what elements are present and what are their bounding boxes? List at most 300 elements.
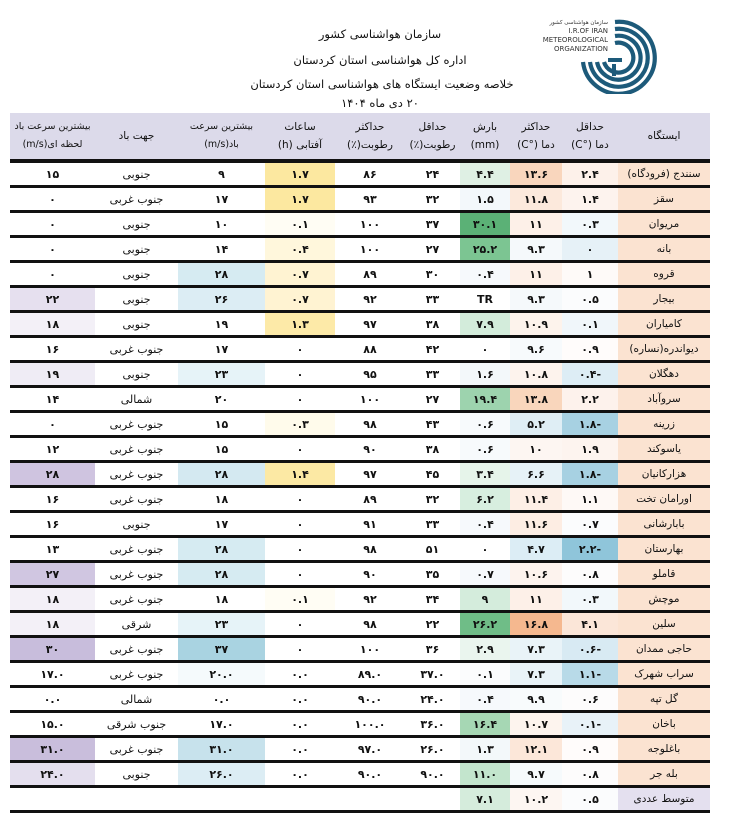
cell-sun: ۰.۱ xyxy=(265,212,335,237)
cell-gust: ۰ xyxy=(10,187,95,212)
column-header-line1: جهت باد xyxy=(118,130,155,142)
cell-station: بله جر xyxy=(618,762,710,787)
table-row xyxy=(10,487,710,512)
cell-hmin: ۳۶.۰ xyxy=(405,712,460,737)
cell-gust: ۱۹ xyxy=(10,362,95,387)
cell-gust: ۳۰ xyxy=(10,637,95,662)
column-header-wind xyxy=(178,113,265,161)
cell-precip: ۳.۴ xyxy=(460,462,510,487)
cell-hmin: ۳۲ xyxy=(405,487,460,512)
cell-wind: ۱۷ xyxy=(178,187,265,212)
cell-sun: ۰ xyxy=(265,537,335,562)
column-header-line2: لحظه ای(m/s) xyxy=(22,139,83,150)
column-header-hmin xyxy=(405,113,460,161)
cell-tmin: ۰.۸ xyxy=(562,762,618,787)
cell-hmax: ۹۸ xyxy=(335,612,405,637)
cell-wind: ۲۰ xyxy=(178,387,265,412)
cell-sun: ۱.۷ xyxy=(265,161,335,187)
cell-sun: ۰.۰ xyxy=(265,687,335,712)
cell-station: سلین xyxy=(618,612,710,637)
cell-gust: ۳۱.۰ xyxy=(10,737,95,762)
column-header-line2: باد(m/s) xyxy=(204,139,239,150)
cell-station: مریوان xyxy=(618,212,710,237)
cell-dir: جنوب غربی xyxy=(95,412,178,437)
cell-wind: ۱۸ xyxy=(178,587,265,612)
cell-tmin: ۰.۵ xyxy=(562,287,618,312)
cell-station: گل تپه xyxy=(618,687,710,712)
cell-dir: جنوبی xyxy=(95,312,178,337)
cell-sun: ۰.۱ xyxy=(265,587,335,612)
column-header-line1: حداقل xyxy=(418,121,447,133)
cell-hmin: ۴۳ xyxy=(405,412,460,437)
cell-precip: ۶.۲ xyxy=(460,487,510,512)
cell-station: باغلوجه xyxy=(618,737,710,762)
cell-gust: ۱۶ xyxy=(10,487,95,512)
cell-hmax: ۸۹ xyxy=(335,262,405,287)
cell-tmin: -۱.۱ xyxy=(562,662,618,687)
cell-tmax: ۱۰ xyxy=(510,437,562,462)
cell-tmax: ۱۶.۸ xyxy=(510,612,562,637)
cell-hmax: ۱۰۰ xyxy=(335,237,405,262)
cell-tmax: ۹.۳ xyxy=(510,237,562,262)
cell-dir: جنوب غربی xyxy=(95,587,178,612)
cell-wind: ۱۰ xyxy=(178,212,265,237)
cell-dir: جنوب غربی xyxy=(95,562,178,587)
cell-station: یاسوکند xyxy=(618,437,710,462)
cell-tmax: ۱۳.۶ xyxy=(510,161,562,187)
cell-precip: ۰.۶ xyxy=(460,437,510,462)
cell-sun: ۰ xyxy=(265,437,335,462)
column-header-line2: دما (°C) xyxy=(517,139,555,151)
cell-precip: ۰.۴ xyxy=(460,687,510,712)
cell-tmax: ۱۱ xyxy=(510,212,562,237)
cell-station: اورامان تخت xyxy=(618,487,710,512)
table-row xyxy=(10,662,710,687)
cell-gust: ۱۸ xyxy=(10,312,95,337)
cell-wind: ۱۵ xyxy=(178,437,265,462)
cell-tmin: ۰.۵ xyxy=(562,787,618,812)
cell-gust: ۱۲ xyxy=(10,437,95,462)
cell-station: موچش xyxy=(618,587,710,612)
cell-dir: جنوب غربی xyxy=(95,187,178,212)
cell-precip: ۴.۴ xyxy=(460,161,510,187)
cell-sun: ۰ xyxy=(265,512,335,537)
cell-hmin: ۹۰.۰ xyxy=(405,762,460,787)
cell-gust: ۱۳ xyxy=(10,537,95,562)
cell-tmax: ۹.۶ xyxy=(510,337,562,362)
cell-hmin: ۲۴.۰ xyxy=(405,687,460,712)
cell-hmin: ۲۷ xyxy=(405,237,460,262)
cell-tmax: ۱۰.۲ xyxy=(510,787,562,812)
cell-tmin: ۲.۲ xyxy=(562,387,618,412)
cell-hmax: ۹۵ xyxy=(335,362,405,387)
cell-hmax: ۸۸ xyxy=(335,337,405,362)
cell-tmin: ۲.۴ xyxy=(562,161,618,187)
cell-wind: ۲۶.۰ xyxy=(178,762,265,787)
cell-tmax: ۱۳.۸ xyxy=(510,387,562,412)
cell-dir: جنوبی xyxy=(95,161,178,187)
cell-sun: ۰ xyxy=(265,612,335,637)
cell-sun: ۱.۷ xyxy=(265,187,335,212)
cell-tmin: -۱.۸ xyxy=(562,462,618,487)
cell-precip: ۰.۶ xyxy=(460,412,510,437)
cell-hmin: ۲۷ xyxy=(405,387,460,412)
column-header-line2: دما (°C) xyxy=(571,139,609,151)
cell-hmax: ۹۱ xyxy=(335,512,405,537)
cell-station: قاملو xyxy=(618,562,710,587)
cell-precip: ۱۶.۴ xyxy=(460,712,510,737)
cell-tmax: ۱۱.۴ xyxy=(510,487,562,512)
cell-gust: ۰ xyxy=(10,237,95,262)
logo-text-1: I.R.OF IRAN xyxy=(568,27,608,35)
cell-dir: جنوبی xyxy=(95,287,178,312)
cell-gust: ۰ xyxy=(10,262,95,287)
column-header-line2: (mm) xyxy=(470,139,500,151)
cell-tmin: -۱.۸ xyxy=(562,412,618,437)
cell-station: سروآباد xyxy=(618,387,710,412)
column-header-line1: ایستگاه xyxy=(647,130,681,142)
column-header-sun xyxy=(265,113,335,161)
cell-tmax: ۶.۶ xyxy=(510,462,562,487)
cell-gust: ۲۲ xyxy=(10,287,95,312)
cell-hmax: ۹۷ xyxy=(335,462,405,487)
cell-tmin: ۰.۱ xyxy=(562,312,618,337)
cell-tmin: ۰.۶ xyxy=(562,687,618,712)
cell-sun: ۰ xyxy=(265,562,335,587)
cell-hmax: ۹۰ xyxy=(335,562,405,587)
cell-dir: جنوب غربی xyxy=(95,462,178,487)
cell-hmin xyxy=(405,787,460,812)
cell-gust: ۱۵ xyxy=(10,161,95,187)
column-header-line1: ساعات xyxy=(284,121,316,133)
cell-hmin: ۳۸ xyxy=(405,312,460,337)
cell-sun: ۰.۰ xyxy=(265,712,335,737)
column-header-line2: رطوبت(٪) xyxy=(409,139,456,151)
logo-text-2: METEOROLOGICAL xyxy=(542,36,608,44)
cell-dir: شرقی xyxy=(95,612,178,637)
cell-station: بانه xyxy=(618,237,710,262)
table-row xyxy=(10,562,710,587)
cell-station: دیواندره(نساره) xyxy=(618,337,710,362)
cell-hmax: ۹۷.۰ xyxy=(335,737,405,762)
logo-text-fa: سازمان هواشناسی کشور xyxy=(549,20,608,26)
cell-tmax: ۱۰.۹ xyxy=(510,312,562,337)
cell-gust: ۱۸ xyxy=(10,612,95,637)
cell-precip: ۱۹.۴ xyxy=(460,387,510,412)
cell-station: زرینه xyxy=(618,412,710,437)
cell-wind: ۱۷ xyxy=(178,512,265,537)
office-name: اداره کل هواشناسی استان کردستان xyxy=(293,53,467,67)
cell-hmax: ۹۸ xyxy=(335,412,405,437)
cell-gust: ۰.۰ xyxy=(10,687,95,712)
cell-hmin: ۳۳ xyxy=(405,512,460,537)
cell-hmax: ۱۰۰.۰ xyxy=(335,712,405,737)
cell-hmax: ۸۹ xyxy=(335,487,405,512)
cell-tmin: ۱ xyxy=(562,262,618,287)
cell-gust: ۲۴.۰ xyxy=(10,762,95,787)
cell-hmax: ۹۳ xyxy=(335,187,405,212)
cell-station: دهگلان xyxy=(618,362,710,387)
table-row xyxy=(10,587,710,612)
cell-sun: ۰.۰ xyxy=(265,737,335,762)
cell-hmax: ۹۷ xyxy=(335,312,405,337)
cell-sun: ۱.۴ xyxy=(265,462,335,487)
cell-dir: جنوب غربی xyxy=(95,337,178,362)
cell-hmin: ۲۲ xyxy=(405,612,460,637)
cell-wind: ۲۳ xyxy=(178,362,265,387)
table-row xyxy=(10,762,710,787)
cell-station: کامیاران xyxy=(618,312,710,337)
cell-precip: ۳۰.۱ xyxy=(460,212,510,237)
cell-station: بابارشانی xyxy=(618,512,710,537)
cell-tmin: -۰.۶ xyxy=(562,637,618,662)
cell-wind: ۱۹ xyxy=(178,312,265,337)
cell-hmax: ۹۰ xyxy=(335,437,405,462)
table-row xyxy=(10,412,710,437)
cell-tmax: ۱۱ xyxy=(510,587,562,612)
table-row xyxy=(10,187,710,212)
cell-dir: جنوب شرقی xyxy=(95,712,178,737)
cell-hmin: ۳۳ xyxy=(405,287,460,312)
cell-hmax: ۹۸ xyxy=(335,537,405,562)
cell-tmax: ۷.۳ xyxy=(510,637,562,662)
cell-sun: ۱.۳ xyxy=(265,312,335,337)
column-header-line1: بیشترین سرعت باد xyxy=(14,121,91,132)
cell-precip: ۱.۵ xyxy=(460,187,510,212)
column-header-dir xyxy=(95,113,178,161)
cell-precip: ۱۱.۰ xyxy=(460,762,510,787)
cell-hmin: ۳۸ xyxy=(405,437,460,462)
cell-precip: ۰.۷ xyxy=(460,562,510,587)
table-row xyxy=(10,262,710,287)
cell-dir: شمالی xyxy=(95,687,178,712)
cell-sun: ۰ xyxy=(265,387,335,412)
cell-hmin: ۳۴ xyxy=(405,587,460,612)
table-row xyxy=(10,287,710,312)
column-header-line2: آفتابی (h) xyxy=(277,139,323,151)
cell-wind: ۱۵ xyxy=(178,412,265,437)
table-row xyxy=(10,612,710,637)
report-date: ۲۰ دی ماه ۱۴۰۴ xyxy=(341,96,419,110)
cell-tmin: -۰.۴ xyxy=(562,362,618,387)
cell-station: سقز xyxy=(618,187,710,212)
cell-sun: ۰ xyxy=(265,487,335,512)
cell-wind: ۳۷ xyxy=(178,637,265,662)
cell-dir: شمالی xyxy=(95,387,178,412)
cell-tmax: ۱۱.۶ xyxy=(510,512,562,537)
cell-dir: جنوبی xyxy=(95,512,178,537)
cell-hmax: ۹۰.۰ xyxy=(335,762,405,787)
cell-hmax: ۱۰۰ xyxy=(335,212,405,237)
cell-wind: ۳۱.۰ xyxy=(178,737,265,762)
cell-dir: جنوبی xyxy=(95,237,178,262)
cell-wind: ۲۳ xyxy=(178,612,265,637)
column-header-hmax xyxy=(335,113,405,161)
cell-hmin: ۲۶.۰ xyxy=(405,737,460,762)
cell-precip: ۹ xyxy=(460,587,510,612)
cell-gust xyxy=(10,787,95,812)
cell-hmax: ۱۰۰ xyxy=(335,387,405,412)
cell-wind: ۲۰.۰ xyxy=(178,662,265,687)
average-row xyxy=(10,787,710,812)
column-header-tmax xyxy=(510,113,562,161)
cell-tmin: ۰.۳ xyxy=(562,212,618,237)
table-row xyxy=(10,312,710,337)
table-row xyxy=(10,362,710,387)
cell-precip: ۲.۹ xyxy=(460,637,510,662)
table-header-row xyxy=(10,113,710,161)
stations-table xyxy=(10,113,710,813)
cell-precip: ۷.۹ xyxy=(460,312,510,337)
cell-hmin: ۳۳ xyxy=(405,362,460,387)
cell-wind: ۲۸ xyxy=(178,537,265,562)
table-row xyxy=(10,161,710,187)
cell-sun xyxy=(265,787,335,812)
cell-gust: ۰ xyxy=(10,212,95,237)
cell-precip: ۲۵.۲ xyxy=(460,237,510,262)
table-row xyxy=(10,737,710,762)
cell-wind: ۲۸ xyxy=(178,562,265,587)
cell-sun: ۰.۴ xyxy=(265,237,335,262)
cell-hmin: ۲۴ xyxy=(405,161,460,187)
cell-station: باخان xyxy=(618,712,710,737)
column-header-tmin xyxy=(562,113,618,161)
table-row xyxy=(10,462,710,487)
cell-dir: جنوب غربی xyxy=(95,662,178,687)
table-row xyxy=(10,437,710,462)
column-header-line2: رطوبت(٪) xyxy=(347,139,393,151)
table-row xyxy=(10,537,710,562)
cell-tmin: -۰.۱ xyxy=(562,712,618,737)
cell-wind: ۲۶ xyxy=(178,287,265,312)
cell-wind: ۰.۰ xyxy=(178,687,265,712)
table-row xyxy=(10,687,710,712)
cell-gust: ۱۷.۰ xyxy=(10,662,95,687)
cell-hmin: ۳۵ xyxy=(405,562,460,587)
cell-gust: ۲۷ xyxy=(10,562,95,587)
cell-tmax: ۹.۹ xyxy=(510,687,562,712)
cell-tmax: ۱۰.۷ xyxy=(510,712,562,737)
cell-station: سراب شهرک xyxy=(618,662,710,687)
cell-tmax: ۵.۲ xyxy=(510,412,562,437)
cell-wind xyxy=(178,787,265,812)
cell-sun: ۰ xyxy=(265,337,335,362)
cell-tmax: ۴.۷ xyxy=(510,537,562,562)
cell-station: سنندج (فرودگاه) xyxy=(618,161,710,187)
cell-precip: ۲۶.۲ xyxy=(460,612,510,637)
cell-tmax: ۱۰.۸ xyxy=(510,362,562,387)
cell-hmax: ۸۹.۰ xyxy=(335,662,405,687)
table-row xyxy=(10,512,710,537)
cell-sun: ۰.۷ xyxy=(265,262,335,287)
logo-text-3: ORGANIZATION xyxy=(553,45,608,53)
cell-station: بهارستان xyxy=(618,537,710,562)
column-header-line1: حداکثر xyxy=(355,121,385,133)
cell-dir: جنوبی xyxy=(95,212,178,237)
cell-dir: جنوبی xyxy=(95,362,178,387)
cell-tmax: ۹.۳ xyxy=(510,287,562,312)
cell-wind: ۱۷ xyxy=(178,337,265,362)
cell-gust: ۱۸ xyxy=(10,587,95,612)
cell-dir: جنوب غربی xyxy=(95,737,178,762)
cell-precip: ۰.۱ xyxy=(460,662,510,687)
cell-tmin: ۰.۷ xyxy=(562,512,618,537)
cell-wind: ۱۴ xyxy=(178,237,265,262)
table-row xyxy=(10,637,710,662)
cell-tmin: ۰ xyxy=(562,237,618,262)
cell-dir xyxy=(95,787,178,812)
column-header-line1: حداکثر xyxy=(521,121,551,133)
table-row xyxy=(10,237,710,262)
cell-gust: ۱۶ xyxy=(10,512,95,537)
cell-tmin: ۱.۱ xyxy=(562,487,618,512)
cell-station: متوسط عددی xyxy=(618,787,710,812)
cell-tmin: -۲.۲ xyxy=(562,537,618,562)
cell-tmin: ۰.۸ xyxy=(562,562,618,587)
cell-tmax: ۱۲.۱ xyxy=(510,737,562,762)
column-header-precip xyxy=(460,113,510,161)
cell-hmin: ۴۲ xyxy=(405,337,460,362)
cell-tmin: ۰.۳ xyxy=(562,587,618,612)
cell-tmin: ۱.۹ xyxy=(562,437,618,462)
cell-sun: ۰.۳ xyxy=(265,412,335,437)
cell-tmax: ۷.۳ xyxy=(510,662,562,687)
cell-hmin: ۴۵ xyxy=(405,462,460,487)
cell-station: حاجی ممدان xyxy=(618,637,710,662)
cell-station: هزارکانیان xyxy=(618,462,710,487)
cell-hmin: ۳۷ xyxy=(405,212,460,237)
cell-gust: ۱۵.۰ xyxy=(10,712,95,737)
cell-sun: ۰.۰ xyxy=(265,662,335,687)
cell-hmax xyxy=(335,787,405,812)
cell-tmin: ۰.۹ xyxy=(562,337,618,362)
cell-dir: جنوب غربی xyxy=(95,437,178,462)
cell-hmin: ۵۱ xyxy=(405,537,460,562)
cell-wind: ۹ xyxy=(178,161,265,187)
cell-station: قروه xyxy=(618,262,710,287)
cell-hmax: ۱۰۰ xyxy=(335,637,405,662)
cell-precip: ۰.۴ xyxy=(460,262,510,287)
column-header-gust xyxy=(10,113,95,161)
cell-tmin: ۴.۱ xyxy=(562,612,618,637)
cell-wind: ۲۸ xyxy=(178,262,265,287)
table-row xyxy=(10,212,710,237)
column-header-line1: بارش xyxy=(472,121,497,133)
cell-sun: ۰.۷ xyxy=(265,287,335,312)
cell-dir: جنوب غربی xyxy=(95,487,178,512)
cell-hmin: ۳۲ xyxy=(405,187,460,212)
cell-dir: جنوبی xyxy=(95,762,178,787)
cell-tmax: ۱۱ xyxy=(510,262,562,287)
meteorological-organization-logo xyxy=(520,14,680,94)
cell-tmax: ۱۱.۸ xyxy=(510,187,562,212)
cell-precip: ۰ xyxy=(460,337,510,362)
cell-precip: TR xyxy=(460,287,510,312)
table-row xyxy=(10,712,710,737)
cell-gust: ۱۴ xyxy=(10,387,95,412)
cell-gust: ۱۶ xyxy=(10,337,95,362)
cell-wind: ۱۷.۰ xyxy=(178,712,265,737)
cell-wind: ۱۸ xyxy=(178,487,265,512)
cell-hmin: ۳۶ xyxy=(405,637,460,662)
cell-hmax: ۹۰.۰ xyxy=(335,687,405,712)
cell-tmin: ۱.۴ xyxy=(562,187,618,212)
org-name: سازمان هواشناسی کشور xyxy=(318,27,442,41)
cell-hmax: ۸۶ xyxy=(335,161,405,187)
cell-precip: ۱.۳ xyxy=(460,737,510,762)
column-header-line1: بیشترین سرعت xyxy=(189,121,254,132)
table-row xyxy=(10,337,710,362)
